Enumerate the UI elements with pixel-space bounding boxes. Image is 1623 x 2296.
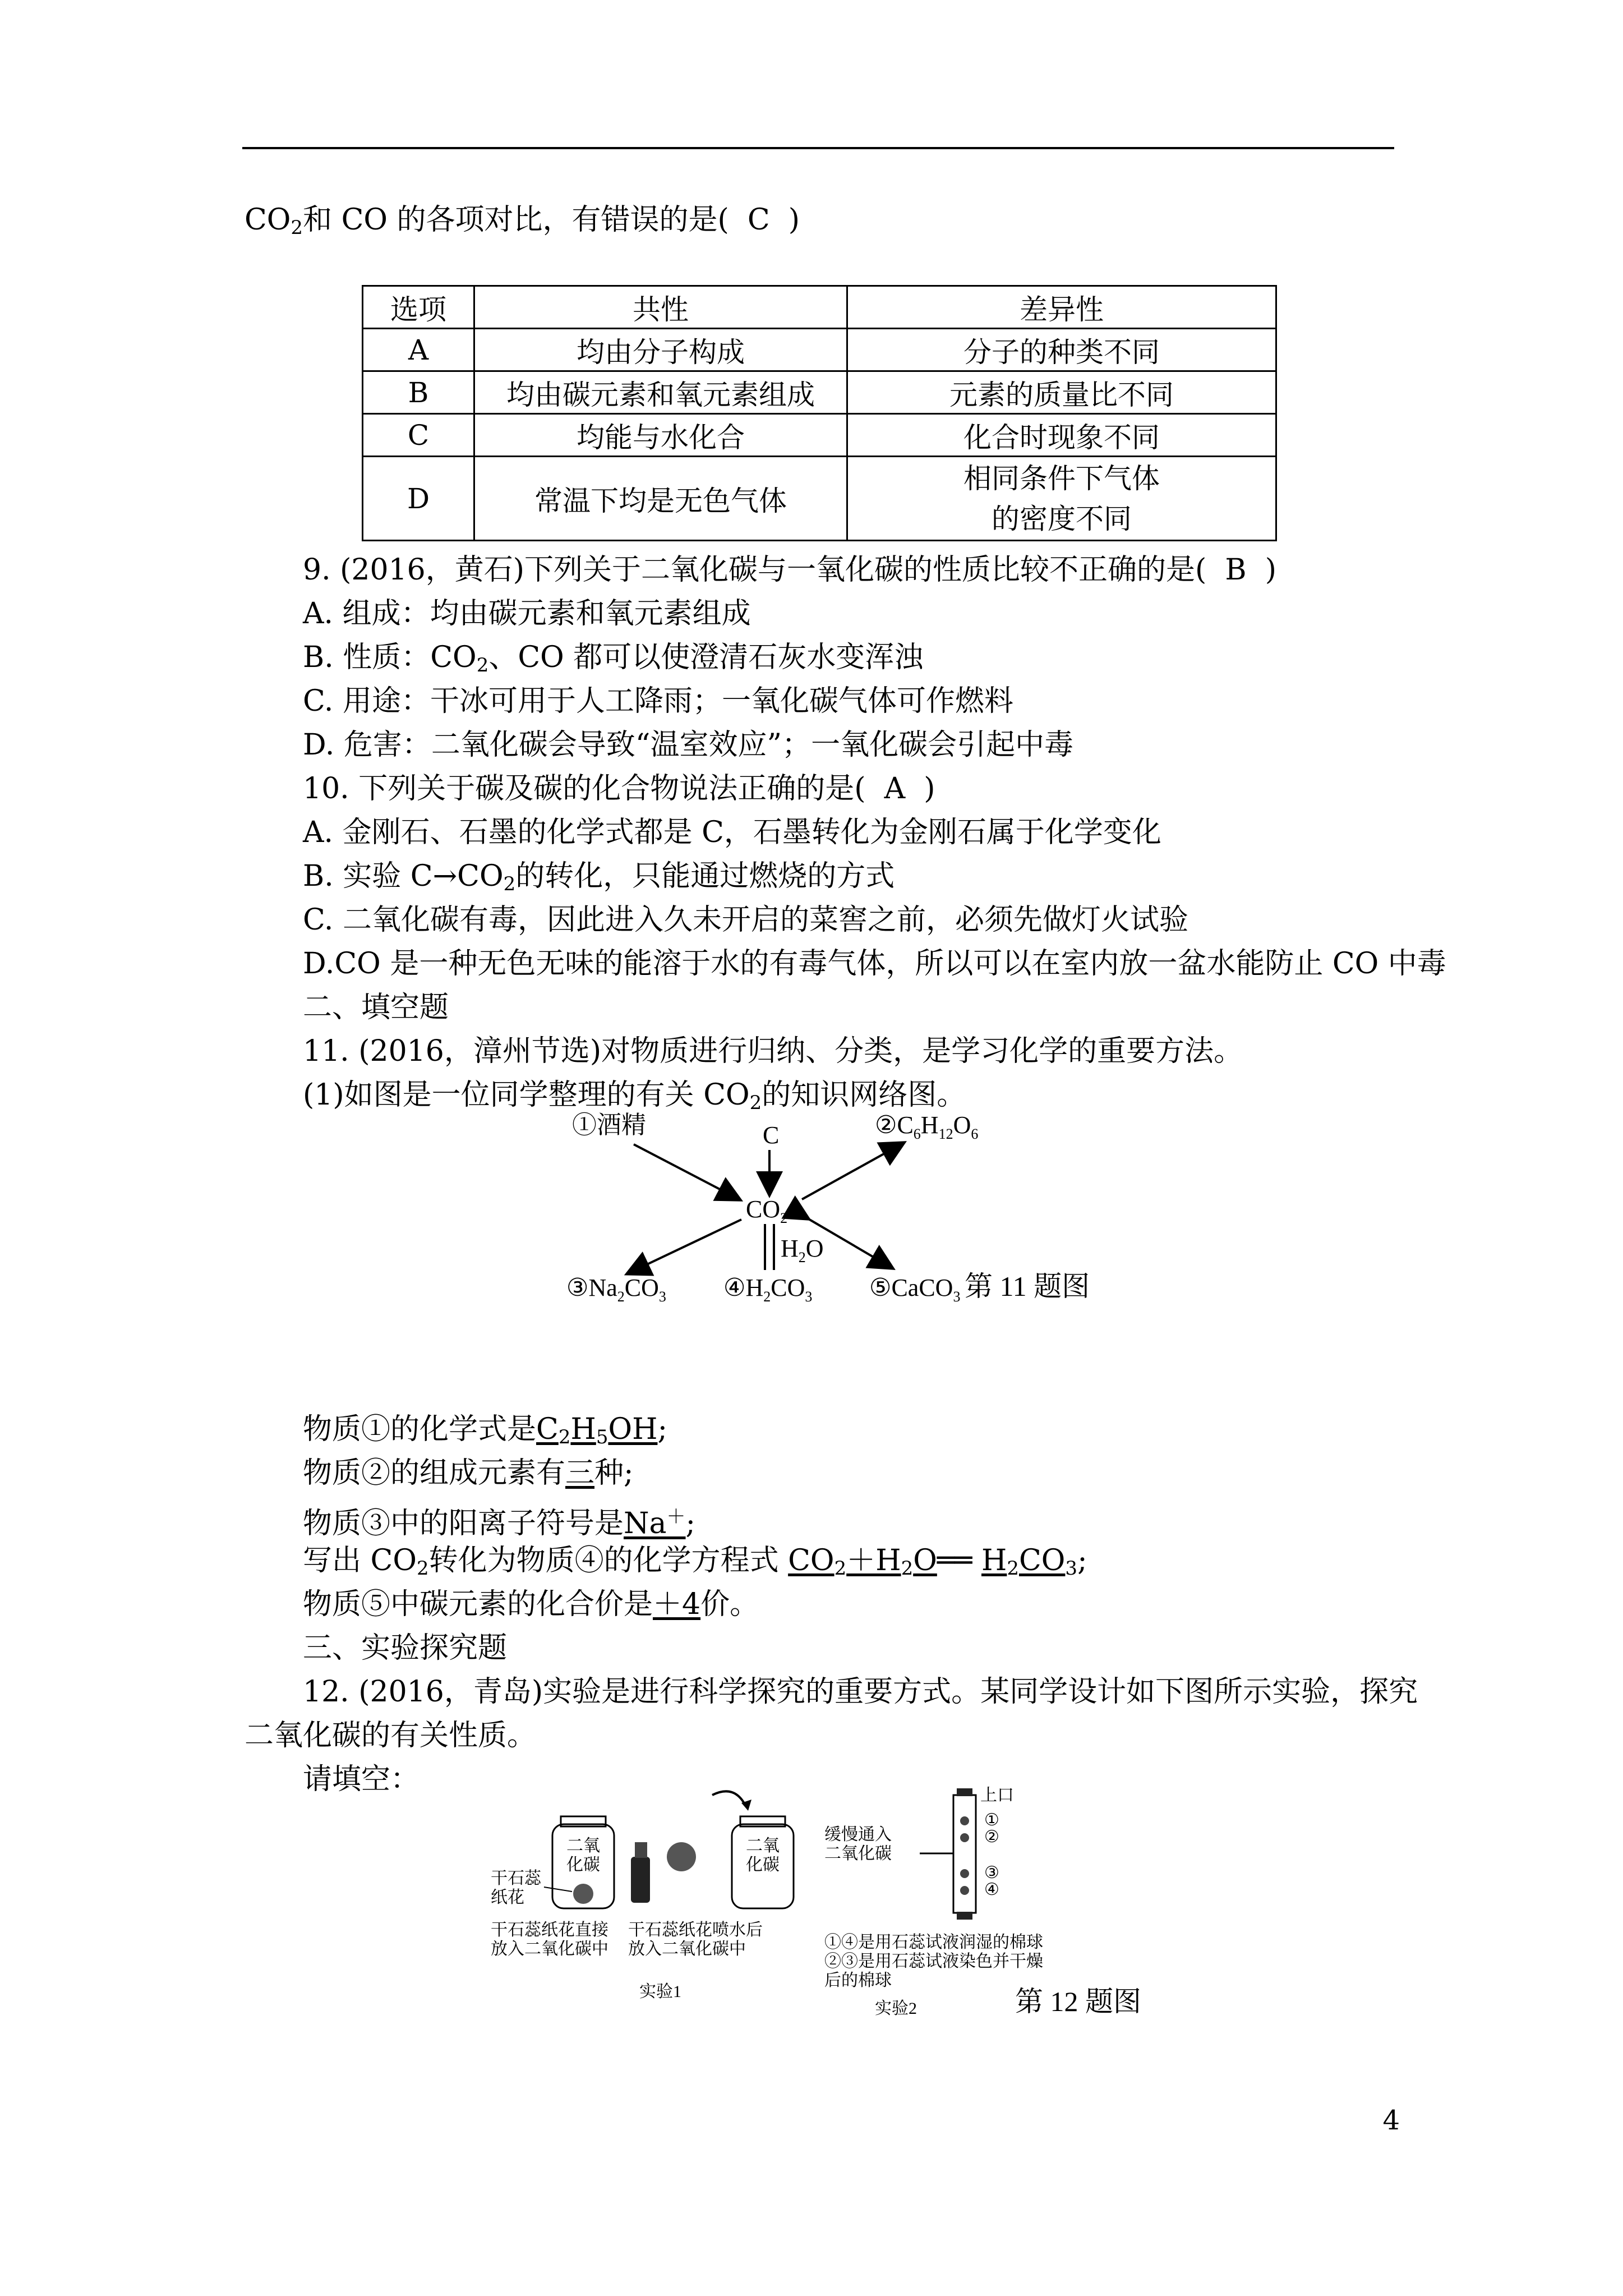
- jar-1-label-b: 化碳: [566, 1856, 600, 1874]
- flower-label-a: 干石蕊: [491, 1869, 541, 1888]
- experiment-1-label: 实验1: [639, 1982, 681, 2001]
- flower-label-b: 纸花: [491, 1888, 524, 1907]
- node-3-label: $③Na_2CO_3$: [566, 1274, 666, 1305]
- jar-2-label-b: 化碳: [746, 1856, 780, 1874]
- caption-2-a: 干石蕊纸花喷水后: [628, 1921, 763, 1939]
- note-3: 后的棉球: [824, 1971, 892, 1990]
- table-cell: 均由分子构成: [474, 329, 847, 371]
- answer-blank: $H_2CO_3$: [981, 1544, 1078, 1580]
- experiment-2-label: 实验2: [875, 1999, 917, 2018]
- table-cell: 均由碳元素和氧元素组成: [474, 371, 847, 414]
- comparison-table: [362, 285, 1277, 541]
- q11-line1: 物质①的化学式是$C_2H_5OH$;: [303, 1412, 667, 1448]
- spray-bottle-icon: [631, 1857, 650, 1903]
- caption-1-a: 干石蕊纸花直接: [491, 1921, 608, 1939]
- node-c-label: C: [763, 1121, 780, 1149]
- answer-blank: $CO_2+H_2O$: [788, 1544, 937, 1580]
- table-row: [363, 371, 1276, 414]
- litmus-flower-icon: [573, 1884, 593, 1904]
- table-cell: 均能与水化合: [474, 414, 847, 457]
- q10-option-c: C. 二氧化碳有毒，因此进入久未开启的菜窖之前，必须先做灯火试验: [303, 903, 1188, 937]
- q12-stem-2: 二氧化碳的有关性质。: [245, 1719, 537, 1752]
- q8-answer: C: [747, 203, 770, 237]
- inlet-label-b: 二氧化碳: [824, 1844, 892, 1863]
- q10-option-a: A. 金刚石、石墨的化学式都是 C，石墨转化为金刚石属于化学变化: [303, 816, 1161, 849]
- table-header: 选项: [363, 286, 474, 329]
- section-heading: 二、填空题: [303, 991, 449, 1024]
- table-header: 共性: [474, 286, 847, 329]
- q11-sub1: (1)如图是一位同学整理的有关 $CO_2$的知识网络图。: [303, 1078, 966, 1114]
- table-header-row: [363, 286, 1276, 329]
- answer-blank: Na＋: [624, 1506, 686, 1540]
- q9-answer: B: [1225, 553, 1247, 587]
- caption-1-b: 放入二氧化碳中: [491, 1940, 608, 1958]
- q10-stem: 10. 下列关于碳及碳的化合物说法正确的是( A ): [303, 772, 935, 806]
- water-label: $H_2O$: [781, 1235, 824, 1266]
- answer-blank: 三: [565, 1456, 595, 1490]
- table-header: 差异性: [847, 286, 1276, 329]
- note-2: ②③是用石蕊试液染色并干燥: [824, 1952, 1043, 1971]
- figure-12-caption: 第 12 题图: [1015, 1986, 1141, 2017]
- q11-stem: 11. (2016，漳州节选)对物质进行归纳、分类，是学习化学的重要方法。: [303, 1034, 1243, 1068]
- table-cell: 分子的种类不同: [847, 329, 1276, 371]
- q11-line4: 写出 $CO_2$转化为物质④的化学方程式 $CO_2+H_2O══$ $H_2CO_3$;: [303, 1544, 1087, 1580]
- q10-option-d: D.CO 是一种无色无味的能溶于水的有毒气体，所以可以在室内放一盆水能防止 CO 中毒: [303, 947, 1446, 981]
- section-heading: 三、实验探究题: [303, 1631, 508, 1665]
- marker-4: ④: [984, 1880, 999, 1899]
- table-cell: 相同条件下气体 的密度不同: [847, 457, 1276, 541]
- node-5-label: ⑤CaCO$_3$: [869, 1274, 961, 1305]
- experiment-figure: [488, 1784, 1141, 2047]
- arrow-1-to-co2: [634, 1144, 739, 1199]
- table-cell: 元素的质量比不同: [847, 371, 1276, 414]
- table-cell: B: [363, 371, 474, 414]
- node-co2-label: $CO_2$: [746, 1195, 788, 1226]
- answer-blank: $C_2H_5OH$: [536, 1412, 658, 1448]
- marker-2: ②: [984, 1828, 999, 1846]
- jar-1-label-a: 二氧: [566, 1837, 600, 1855]
- table-cell: 化合时现象不同: [847, 414, 1276, 457]
- wet-flower-icon: [667, 1842, 696, 1871]
- arrow-co2-to-3: [628, 1220, 741, 1273]
- q9-stem: 9. (2016，黄石)下列关于二氧化碳与一氧化碳的性质比较不正确的是( B ): [303, 553, 1276, 587]
- inlet-label-a: 缓慢通入: [824, 1825, 892, 1844]
- marker-1: ①: [984, 1811, 999, 1829]
- equals-sign: ══: [937, 1544, 972, 1577]
- table-cell: C: [363, 414, 474, 457]
- answer-blank: ＋4: [653, 1588, 701, 1621]
- jar-2-label-a: 二氧: [746, 1837, 780, 1855]
- q12-fill: 请填空：: [303, 1763, 420, 1796]
- q10-option-b: B. 实验 $C\to CO_2$的转化，只能通过燃烧的方式: [303, 859, 895, 895]
- q9-option-c: C. 用途：干冰可用于人工降雨；一氧化碳气体可作燃料: [303, 684, 1013, 718]
- table-row: [363, 329, 1276, 371]
- q8-stem: $CO_2$和 CO 的各项对比，有错误的是( C ): [245, 203, 800, 239]
- co2-knowledge-network-figure: [561, 1099, 1110, 1313]
- curved-arrow-icon: [712, 1791, 746, 1806]
- figure-11-caption: 第 11 题图: [965, 1271, 1090, 1302]
- q9-option-d: D. 危害：二氧化碳会导致“温室效应”；一氧化碳会引起中毒: [303, 728, 1074, 762]
- node-2-label: $②C_6H_{12}O_6$: [875, 1111, 979, 1142]
- table-cell: A: [363, 329, 474, 371]
- glass-tube: [953, 1795, 976, 1913]
- q10-answer: A: [884, 772, 906, 806]
- header-rule: [242, 147, 1394, 149]
- q11-line2: 物质②的组成元素有三种;: [303, 1456, 634, 1490]
- table-row: [363, 457, 1276, 541]
- table-cell: 常温下均是无色气体: [474, 457, 847, 541]
- q9-option-b: B. 性质：$CO_2$、CO 都可以使澄清石灰水变浑浊: [303, 641, 924, 677]
- note-1: ①④是用石蕊试液润湿的棉球: [824, 1933, 1043, 1952]
- q11-line5: 物质⑤中碳元素的化合价是＋4价。: [303, 1588, 759, 1621]
- node-4-label: $④H_2CO_3$: [723, 1274, 813, 1305]
- q12-stem-1: 12. (2016，青岛)实验是进行科学探究的重要方式。某同学设计如下图所示实验，探究: [303, 1675, 1418, 1709]
- q11-line3: 物质③中的阳离子符号是Na＋;: [303, 1506, 696, 1540]
- top-label: 上口: [980, 1786, 1014, 1805]
- table-row: [363, 414, 1276, 457]
- caption-2-b: 放入二氧化碳中: [628, 1940, 746, 1958]
- node-1-label: ①酒精: [572, 1111, 646, 1139]
- page-number: 4: [1382, 2105, 1400, 2136]
- arrow-co2-to-2: [802, 1143, 903, 1199]
- q9-option-a: A. 组成：均由碳元素和氧元素组成: [303, 597, 751, 631]
- marker-3: ③: [984, 1864, 999, 1882]
- table-cell: D: [363, 457, 474, 541]
